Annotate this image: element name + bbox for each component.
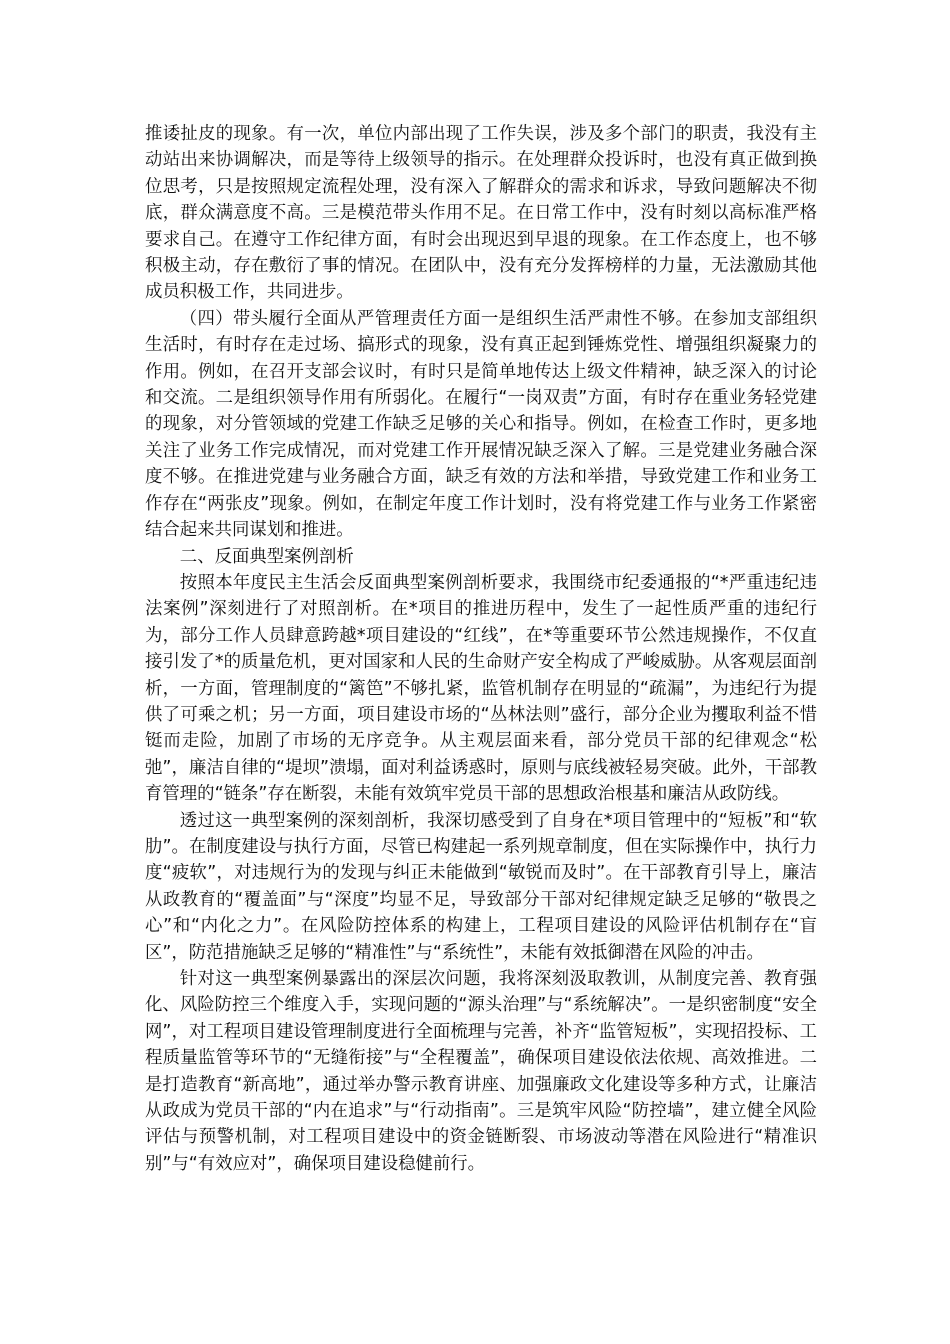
section-heading-case-analysis: 二、反面典型案例剖析 (179, 546, 354, 567)
paragraph-case-overview: 按照本年度民主生活会反面典型案例剖析要求，我围绕市纪委通报的“*严重违纪违法案例”深刻进行了对照剖析。在*项目的推进历程中，发生了一起性质严重的违纪行为，部分工作人员肆意跨越*项目建设的“红线”，在*等重要环节公然违规操作，不仅直接引发了*的质量危机，更对国家和人民的生命财产安全构成了严峻威胁。从客观层面剖析，一方面，管理制度的“篱笆”不够扎紧，监管机制存在明显的“疏漏”，为违纪行为提供了可乘之机；另一方面，项目建设市场的“丛林法则”盛行，部分企业为攫取利益不惜铤而走险，加剧了市场的无序竞争。从主观层面来看，部分党员干部的纪律观念“松弛”，廉洁自律的“堤坝”溃塌，面对利益诱惑时，原则与底线被轻易突破。此外，干部教育管理的“链条”存在断裂，未能有效筑牢党员干部的思想政治根基和廉洁从政防线。 (145, 572, 817, 805)
paragraph-self-reflection: 透过这一典型案例的深刻剖析，我深切感受到了自身在*项目管理中的“短板”和“软肋”。在制度建设与执行方面，尽管已构建起一系列规章制度，但在实际操作中，执行力度“疲软”，对违规行为的发现与纠正未能做到“敏锐而及时”。在干部教育引导上，廉洁从政教育的“覆盖面”与“深度”均显不足，导致部分干部对纪律规定缺乏足够的“敬畏之心”和“内化之力”。在风险防控体系的构建上，工程项目建设的风险评估机制存在“盲区”，防范措施缺乏足够的“精准性”与“系统性”，未能有效抵御潜在风险的冲击。 (145, 810, 817, 963)
paragraph-continuation: 推诿扯皮的现象。有一次，单位内部出现了工作失误，涉及多个部门的职责，我没有主动站出来协调解决，而是等待上级领导的指示。在处理群众投诉时，也没有真正做到换位思考，只是按照规定流程处理，没有深入了解群众的需求和诉求，导致问题解决不彻底，群众满意度不高。三是模范带头作用不足。在日常工作中，没有时刻以高标准严格要求自己。在遵守工作纪律方面，有时会出现迟到早退的现象。在工作态度上，也不够积极主动，存在敷衍了事的情况。在团队中，没有充分发挥榜样的力量，无法激励其他成员积极工作，共同进步。 (145, 124, 817, 303)
document-body (145, 121, 817, 1177)
paragraph-section-four: （四）带头履行全面从严管理责任方面一是组织生活严肃性不够。在参加支部组织生活时，有时存在走过场、搞形式的现象，没有真正起到锤炼党性、增强组织凝聚力的作用。例如，在召开支部会议时，有时只是简单地传达上级文件精神，缺乏深入的讨论和交流。二是组织领导作用有所弱化。在履行“一岗双责”方面，有时存在重业务轻党建的现象，对分管领域的党建工作缺乏足够的关心和指导。例如，在检查工作时，更多地关注了业务工作完成情况，而对党建工作开展情况缺乏深入了解。三是党建业务融合深度不够。在推进党建与业务融合方面，缺乏有效的方法和举措，导致党建工作和业务工作存在“两张皮”现象。例如，在制定年度工作计划时，没有将党建工作与业务工作紧密结合起来共同谋划和推进。 (145, 308, 817, 541)
paragraph-rectification-measures: 针对这一典型案例暴露出的深层次问题，我将深刻汲取教训，从制度完善、教育强化、风险防控三个维度入手，实现问题的“源头治理”与“系统解决”。一是织密制度“安全网”，对工程项目建设管理制度进行全面梳理与完善，补齐“监管短板”，实现招投标、工程质量监管等环节的“无缝衔接”与“全程覆盖”，确保项目建设依法依规、高效推进。二是打造教育“新高地”，通过举办警示教育讲座、加强廉政文化建设等多种方式，让廉洁从政成为党员干部的“内在追求”与“行动指南”。三是筑牢风险“防控墙”，建立健全风险评估与预警机制，对工程项目建设中的资金链断裂、市场波动等潜在风险进行“精准识别”与“有效应对”，确保项目建设稳健前行。 (145, 969, 817, 1174)
